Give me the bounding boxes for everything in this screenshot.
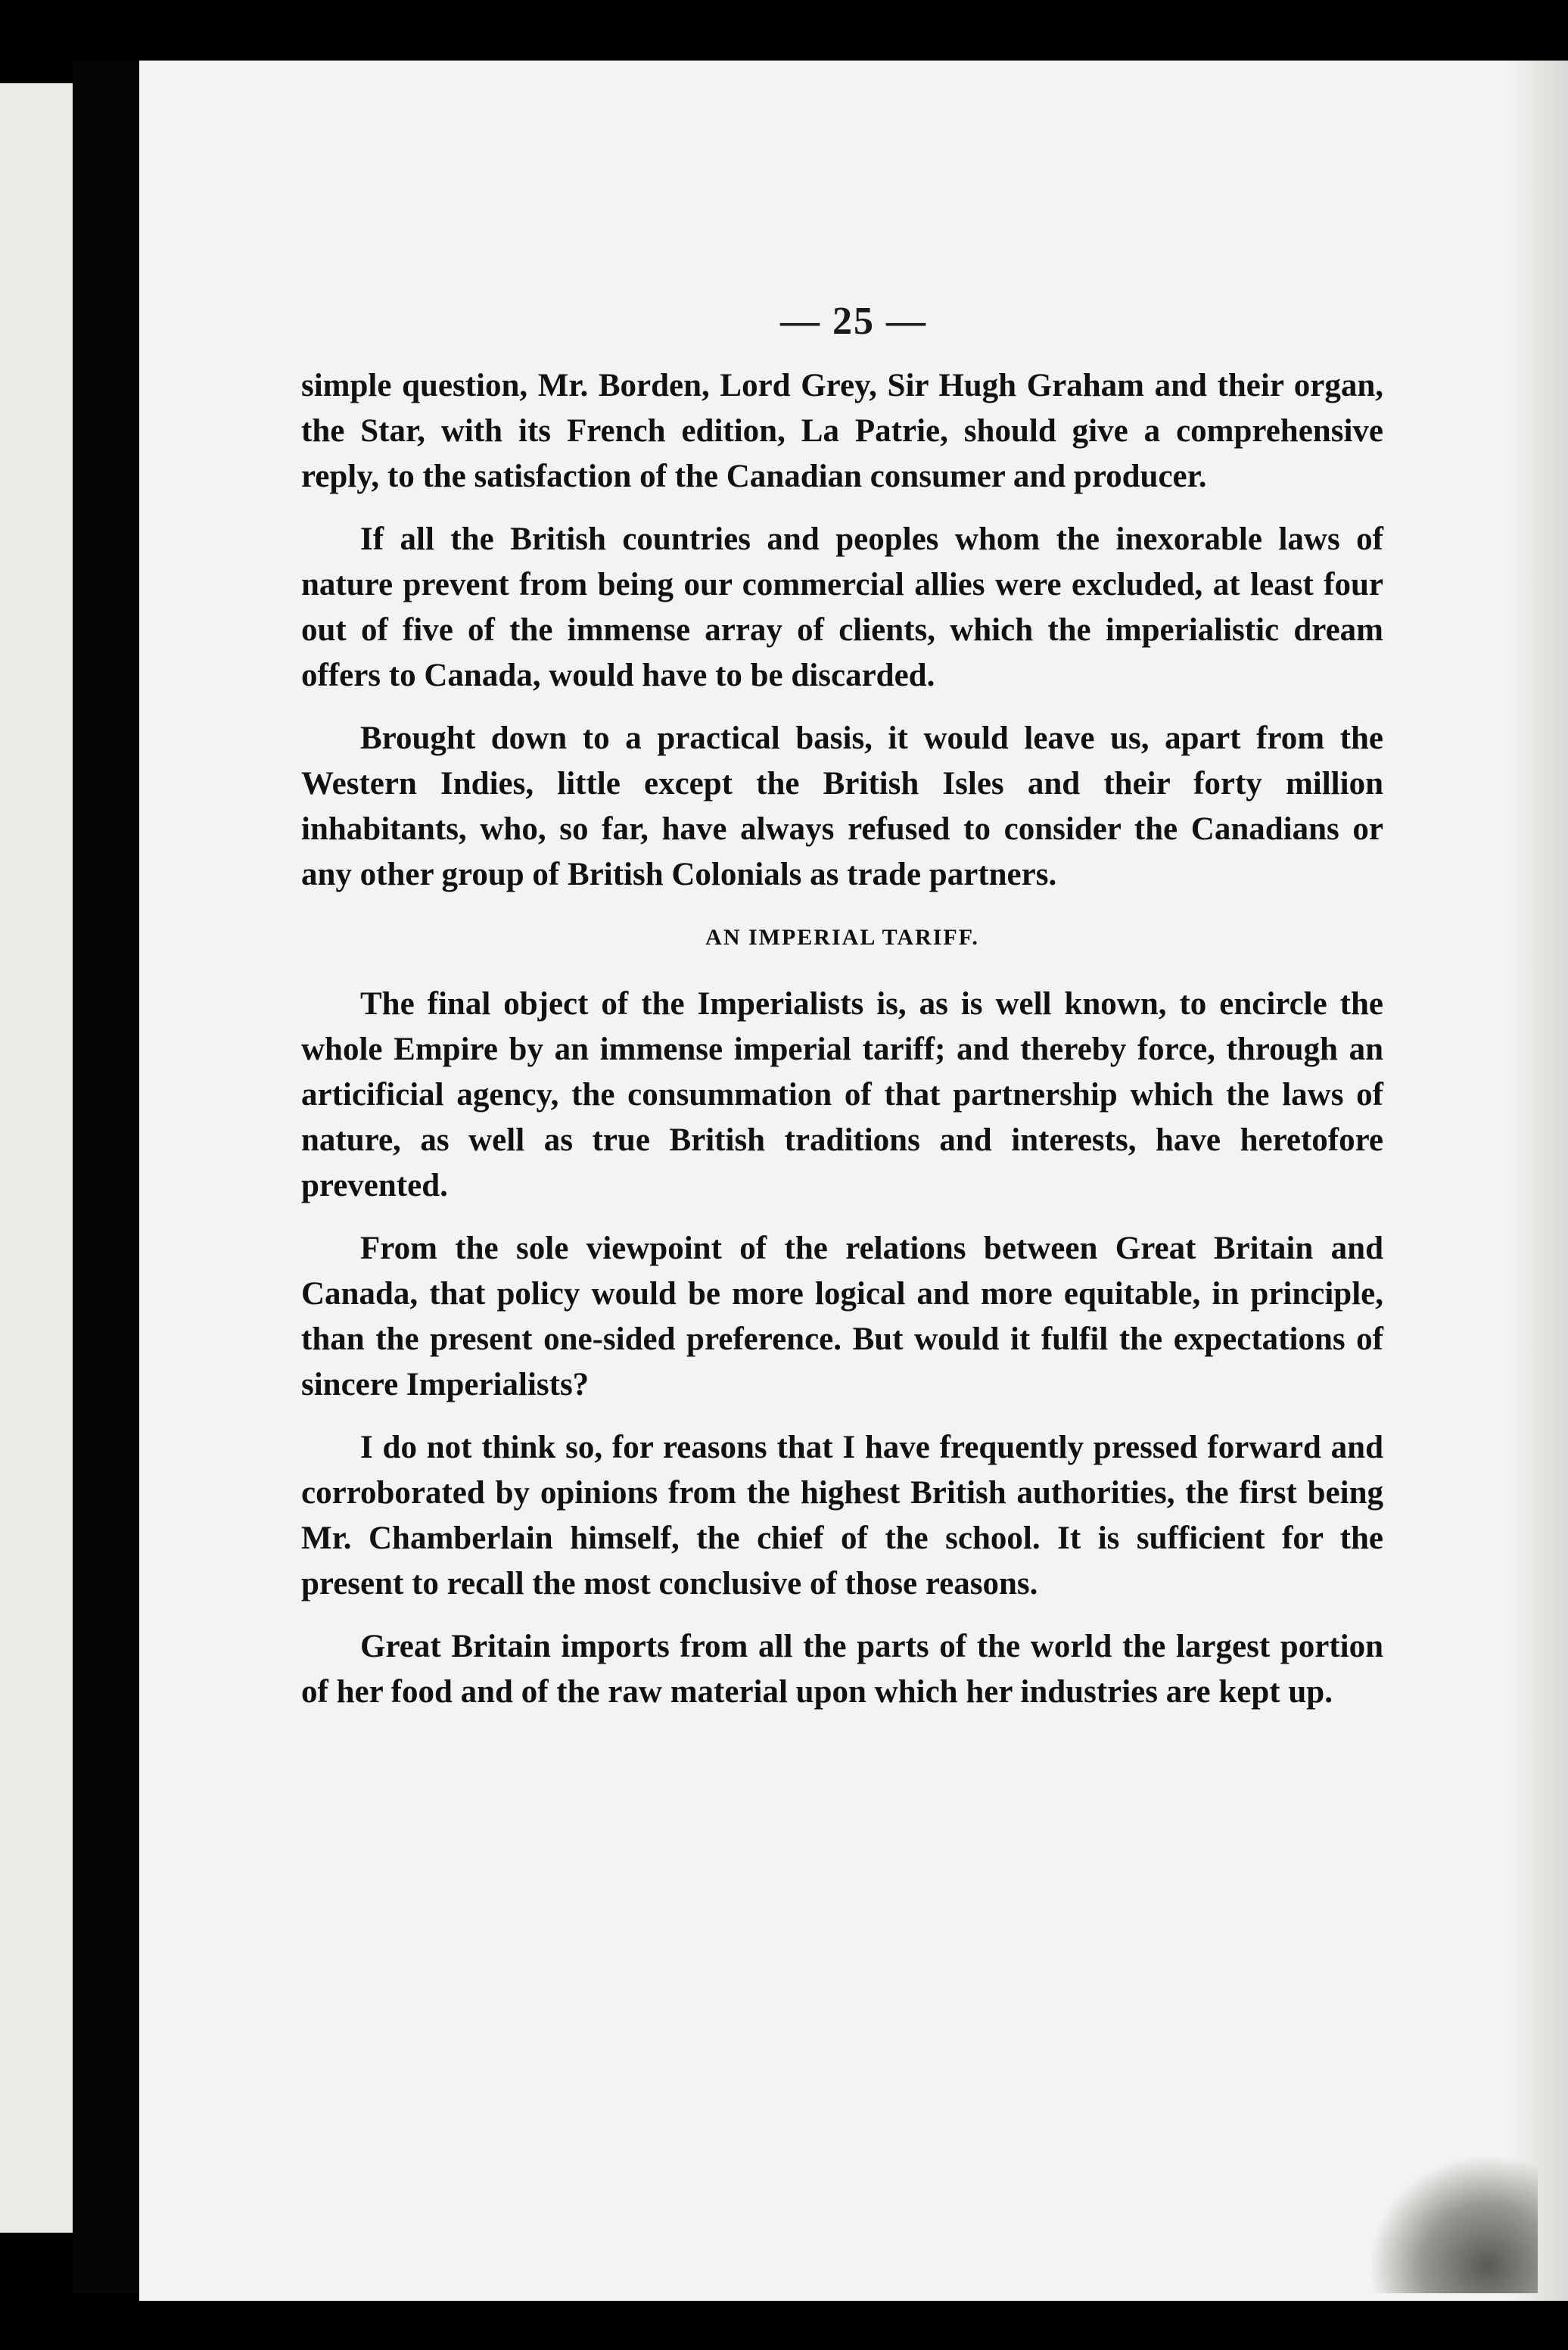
paragraph-4: The final object of the Imperialists is, as is well known, to encircle the whole Empire by an immense imperial tariff; and thereby force, through an articificial agency, the consummation of that partnership which the laws of nature, as well as true British traditions and interests, have heretofore prevented. [301, 986, 1383, 1203]
section-heading: AN IMPERIAL TARIFF. [705, 925, 979, 950]
paragraph-1: simple question, Mr. Borden, Lord Grey, Sir Hugh Graham and their organ, the Star, with its French edition, La Patrie, should give a comprehensive reply, to the satisfaction of the Canadian consumer and producer. [301, 368, 1383, 494]
scanned-page [139, 61, 1568, 2301]
page-edge-shadow [1507, 61, 1568, 2301]
paragraph-2: If all the British countries and peoples whom the inexorable laws of nature prevent from being our commercial allies were excluded, at least four out of five of the immense array of clients, which the imperialistic dream offers to Canada, would have to be discarded. [301, 521, 1383, 693]
page-number: — 25 — [780, 300, 927, 343]
body-text [301, 363, 1383, 1732]
gutter-shadow [73, 61, 139, 2293]
facing-page-edge [0, 83, 73, 2233]
paragraph-7: Great Britain imports from all the parts of the world the largest portion of her food and of the raw material upon which her industries are kept up. [301, 1629, 1383, 1710]
paragraph-5: From the sole viewpoint of the relations between Great Britain and Canada, that policy would be more logical and more equitable, in principle, than the present one-sided preference. But would it fulfil the expectations of sincere Imperialists? [301, 1231, 1383, 1402]
corner-smudge [1371, 2157, 1538, 2293]
paragraph-6: I do not think so, for reasons that I have frequently pressed forward and corroborated by opinions from the highest British authorities, the first being Mr. Chamberlain himself, the chief of the school. It is sufficient for the present to recall the most conclusive of those reasons. [301, 1430, 1383, 1601]
paragraph-3: Brought down to a practical basis, it would leave us, apart from the Western Indies, little except the British Isles and their forty million inhabitants, who, so far, have always refused to consider the Canadians or any other group of British Colonials as trade partners. [301, 721, 1383, 892]
scan-border-bottom [0, 2301, 1568, 2350]
